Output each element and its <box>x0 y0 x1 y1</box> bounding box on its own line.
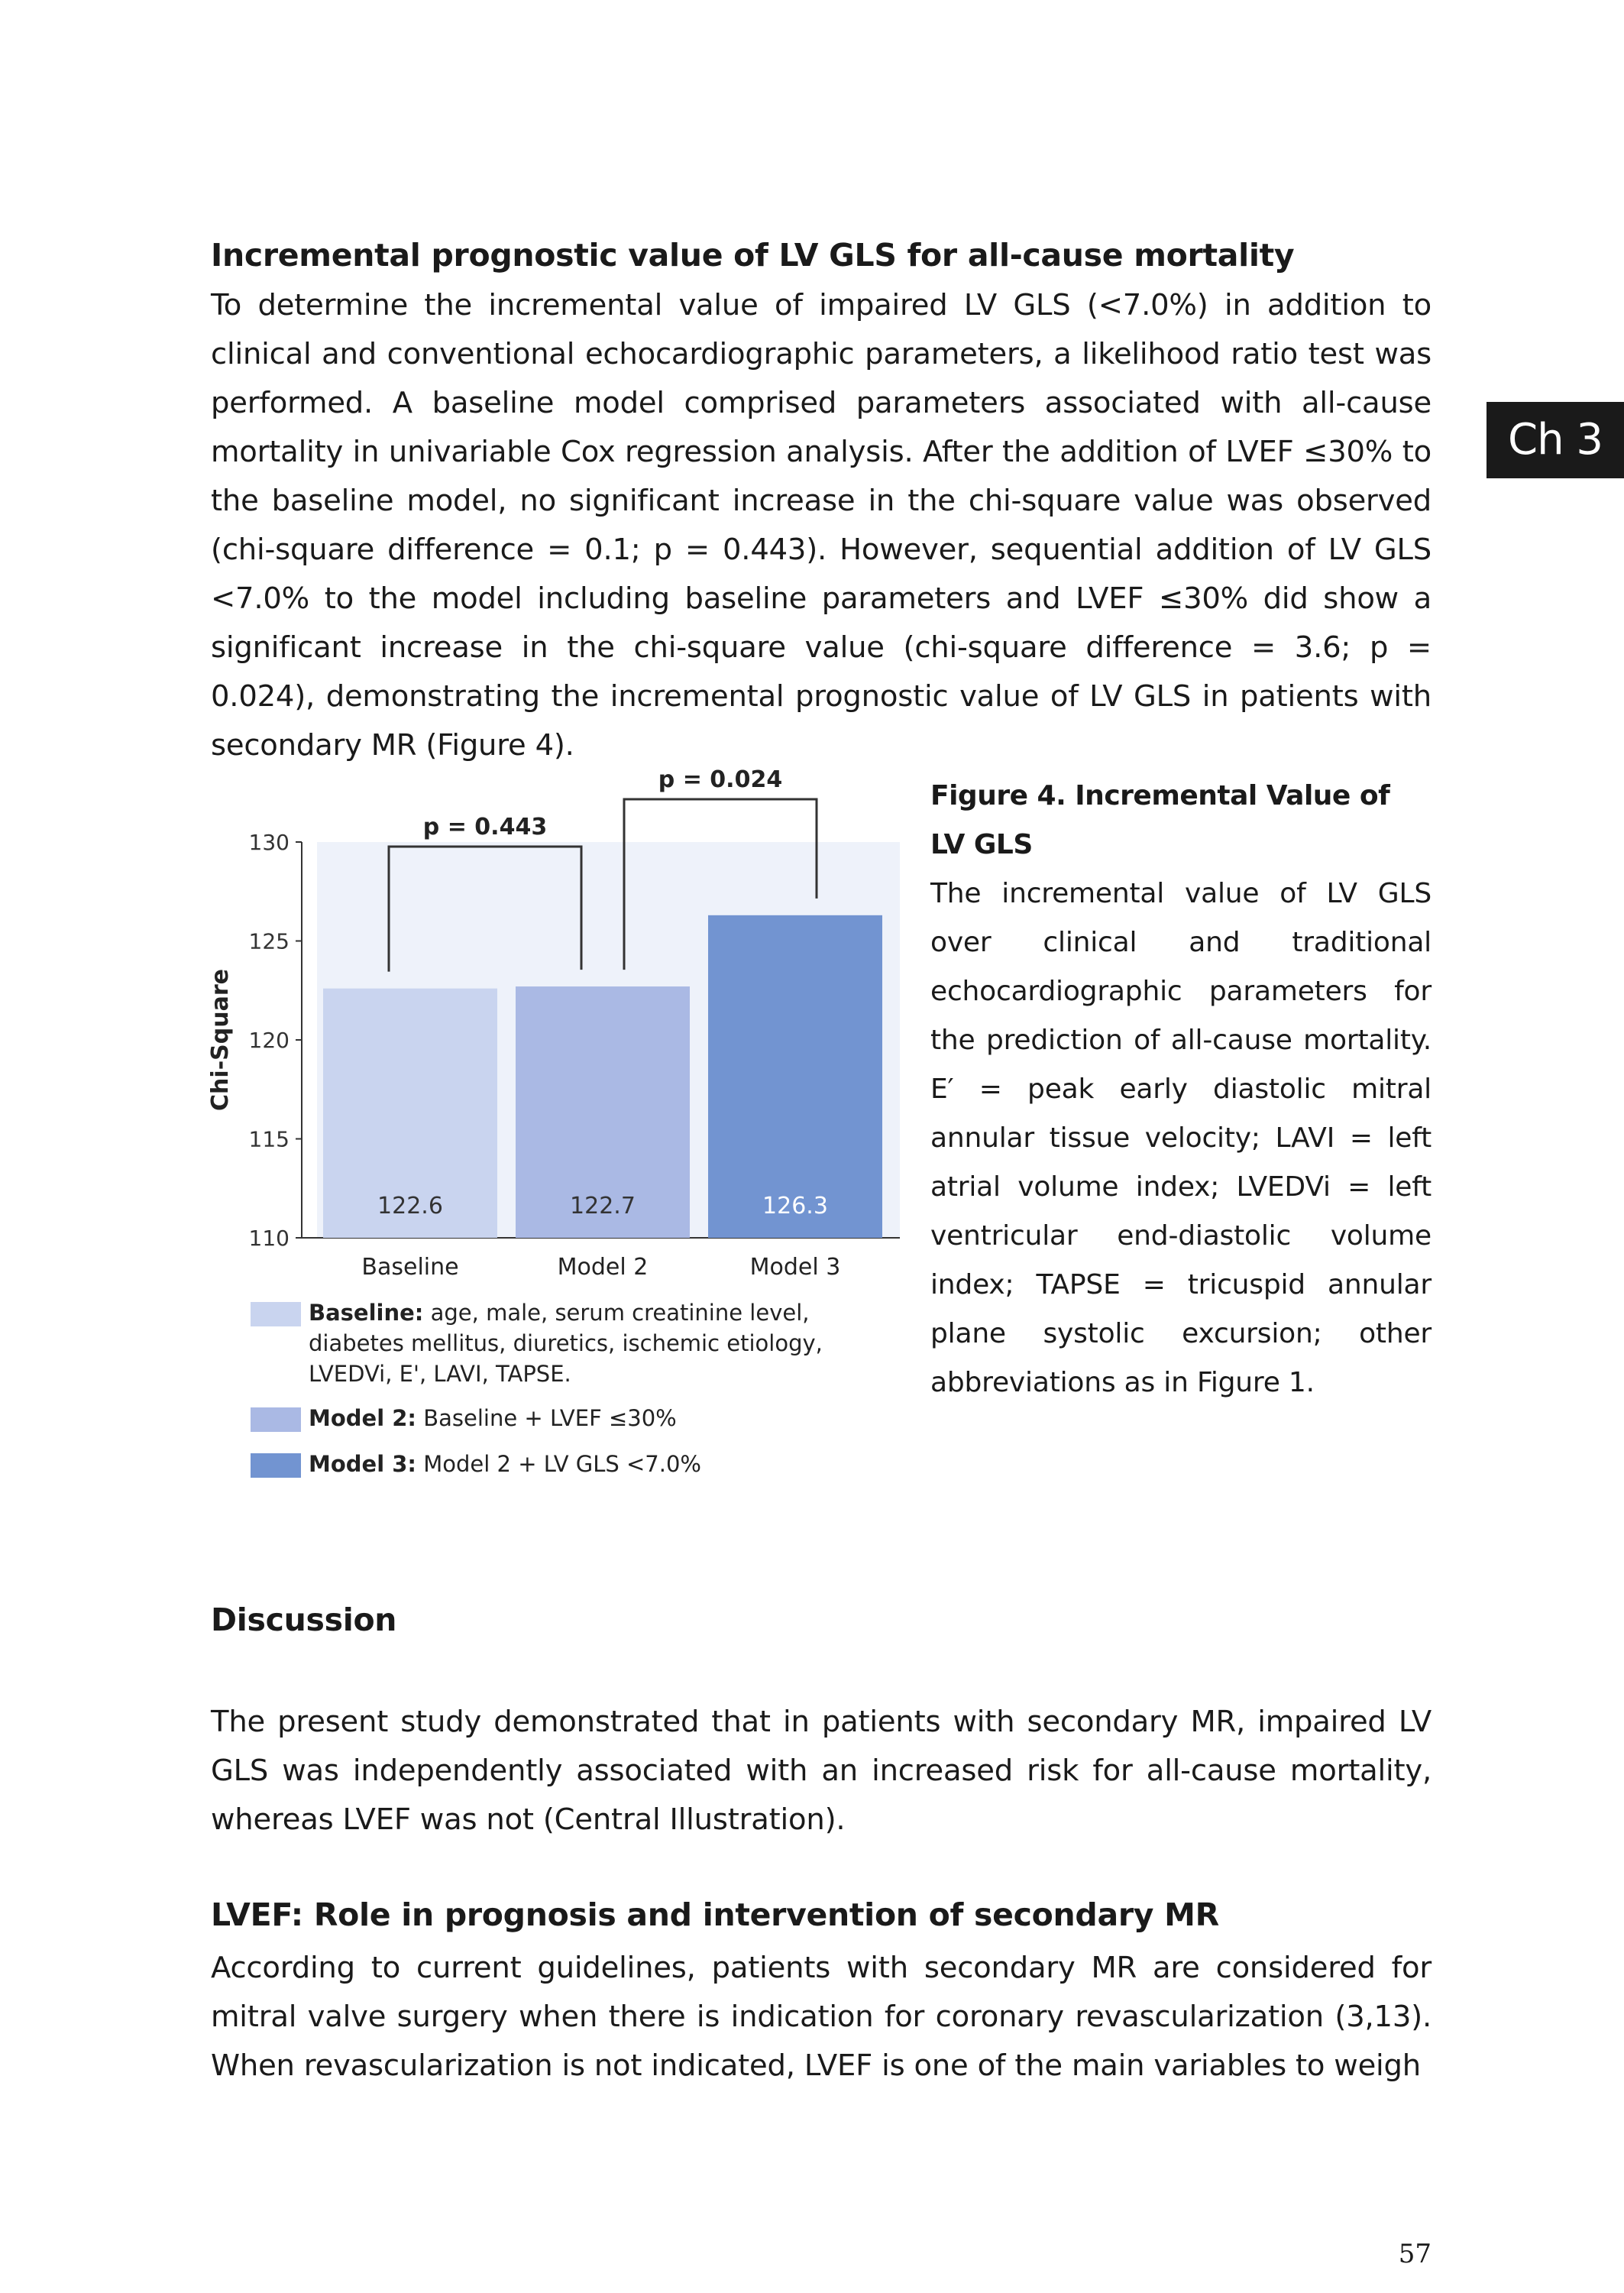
legend-swatch-model3 <box>251 1453 301 1478</box>
figure-caption <box>930 772 1432 1407</box>
bar-chart <box>199 756 932 1291</box>
x-category-label: Model 3 <box>749 1254 841 1281</box>
y-tick-label: 110 <box>248 1226 290 1251</box>
section-heading-lvef: LVEF: Role in prognosis and intervention of secondary MR <box>211 1896 1219 1933</box>
bar-value-label: 122.6 <box>377 1193 443 1219</box>
legend-label-model2: Model 2: <box>309 1405 417 1431</box>
legend-swatch-model2 <box>251 1407 301 1432</box>
bar-value-label: 126.3 <box>762 1193 828 1219</box>
legend-label-baseline: Baseline: <box>309 1300 424 1326</box>
figure-caption-body: The incremental value of LV GLS over clinical and traditional echocardiographic parameters for the prediction of all-cause mortality. E′ = peak early diastolic mitral annular tissue velocity; LAVI = left atrial volume index; LVEDVi = left ventricular end-diastolic volume index; TAPSE = tricuspid annular plane systolic excursion; other abbreviations as in Figure 1. <box>930 878 1432 1398</box>
legend-item-baseline <box>251 1297 892 1397</box>
bar-model-3 <box>708 915 882 1238</box>
p-value-label: p = 0.443 <box>422 814 548 840</box>
legend-item-model2 <box>251 1403 892 1436</box>
p-value-label: p = 0.024 <box>658 766 783 793</box>
paragraph-incremental: To determine the incremental value of impaired LV GLS (<7.0%) in addition to clinical and conventional echocardiographic parameters, a likelihood ratio test was performed. A baseline model comprised parameters associated with all-cause mortality in univariable Cox regression analysis. After the addition of LVEF ≤30% to the baseline model, no significant increase in the chi-square value was observed (chi-square difference = 0.1; p = 0.443). However, sequential addition of LV GLS <7.0% to the model including baseline parameters and LVEF ≤30% did show a significant increase in the chi-square value (chi-square difference = 3.6; p = 0.024), demonstrating the incremental prognostic value of LV GLS in patients with secondary MR (Figure 4). <box>211 288 1432 763</box>
legend-text-baseline: age, male, serum creatinine level, diabetes mellitus, diuretics, ischemic etiology, LVEDVi, E', LAVI, TAPSE. <box>309 1300 823 1387</box>
bar-value-label: 122.7 <box>570 1193 636 1219</box>
legend-swatch-baseline <box>251 1302 301 1326</box>
y-tick-label: 125 <box>248 928 290 954</box>
paragraph-discussion: The present study demonstrated that in patients with secondary MR, impaired LV GLS was independently associated with an increased risk for all-cause mortality, whereas LVEF was not (Central Illustration). <box>211 1705 1432 1837</box>
y-tick-label: 130 <box>248 830 290 855</box>
y-tick-label: 120 <box>248 1028 290 1053</box>
legend-text-model2: Baseline + LVEF ≤30% <box>416 1405 677 1431</box>
legend-item-model3 <box>251 1449 892 1482</box>
chapter-tab: Ch 3 <box>1487 402 1624 478</box>
figure-4 <box>199 756 932 1521</box>
figure-caption-title: Figure 4. Incremental Value of LV GLS <box>930 780 1390 860</box>
legend-text-model3: Model 2 + LV GLS <7.0% <box>416 1451 701 1477</box>
x-category-label: Model 2 <box>557 1254 649 1281</box>
legend-label-model3: Model 3: <box>309 1451 417 1477</box>
section-heading-discussion: Discussion <box>211 1602 397 1638</box>
x-category-label: Baseline <box>361 1254 459 1281</box>
section-heading-incremental: Incremental prognostic value of LV GLS for all-cause mortality <box>211 237 1295 274</box>
y-tick-label: 115 <box>248 1126 290 1152</box>
paragraph-lvef: According to current guidelines, patients with secondary MR are considered for mitral valve surgery when there is indication for coronary revascularization (3,13). When revascularization is not indicated, LVEF is one of the main variables to weigh <box>211 1951 1432 2083</box>
y-axis-label: Chi-Square <box>207 969 234 1111</box>
page-number: 57 <box>1398 2239 1432 2269</box>
